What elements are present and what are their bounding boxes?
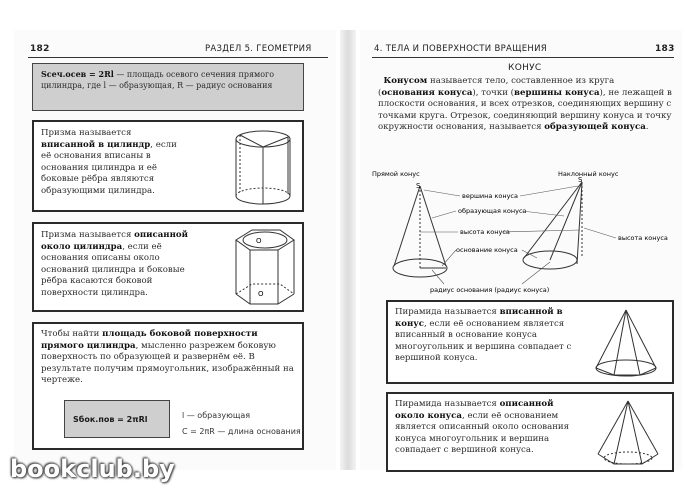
label-height: высота конуса xyxy=(460,228,510,236)
inscribed-pyramid-box xyxy=(386,300,674,384)
label-base: основание конуса xyxy=(456,246,518,254)
label-height-oblique: высота конуса xyxy=(618,234,668,242)
section-title: КОНУС xyxy=(508,63,542,73)
label-apex: вершина конуса xyxy=(462,192,518,200)
inscribed-prism-text: Призма называется вписанной в цилиндр, если её основания вписаны в основания цилиндра и её боковые рёбра являются образующими цилиндра. xyxy=(41,128,177,196)
axial-formula: Sсеч.осев = 2Rl xyxy=(41,69,114,79)
right-page-number: 183 xyxy=(655,44,675,54)
inscribed-pyramid-figure xyxy=(588,306,666,380)
inscribed-pyramid-text: Пирамида называется вписанной в конус, если её основанием является вписанный в основание конуса многоугольник и вершина совпадает с вершиной конуса. xyxy=(395,307,572,364)
svg-text:O: O xyxy=(258,290,264,298)
label-right-cone: Прямой конус xyxy=(372,170,420,178)
book-gutter xyxy=(340,30,356,470)
svg-text:O: O xyxy=(256,237,262,245)
circumscribed-prism-figure xyxy=(228,226,300,310)
circumscribed-pyramid-figure xyxy=(592,398,664,468)
cone-diagram xyxy=(372,168,684,296)
label-radius: радиус основания (радиус конуса) xyxy=(430,286,550,294)
circumscribed-pyramid-text: Пирамида называется описанной около конуса, если её основанием является описанный около основания конуса многоугольник и вершина совпадает с вершиной конуса. xyxy=(395,399,570,456)
legend-generatrix: l — образующая xyxy=(182,411,251,420)
cylinder-prism-figure xyxy=(230,126,296,210)
right-running-head: 4. ТЕЛА И ПОВЕРХНОСТИ ВРАЩЕНИЯ xyxy=(374,44,547,54)
left-header-rule xyxy=(28,57,328,58)
apex-s-right: S xyxy=(416,182,421,190)
left-page-number: 182 xyxy=(30,44,50,54)
label-oblique-cone: Наклонный конус xyxy=(558,170,619,178)
watermark-logo: bookclub.by xyxy=(10,455,175,483)
axial-text: — площадь осевого сечения прямого цилиндра, где l — образующая, R — радиус основания xyxy=(41,70,275,90)
label-generatrix: образующая конуса xyxy=(458,207,527,215)
circumscribed-prism-box xyxy=(32,222,304,312)
circumscribed-pyramid-box xyxy=(386,392,674,472)
apex-s-oblique: S xyxy=(578,176,583,184)
circumscribed-prism-text: Призма называется описанной около цилиндра, если её основания описаны около оснований цилиндра и боковые рёбра касаются боковой поверхности цилиндра. xyxy=(41,230,188,298)
axial-section-box xyxy=(32,63,304,111)
left-running-head: РАЗДЕЛ 5. ГЕОМЕТРИЯ xyxy=(205,44,312,54)
cone-definition: Конусом называется тело, составленное из круга (основания конуса), точки (вершины конуса), не лежащей в плоскости основания, и всех отрезков, соединяющих вершину с точками круга. Отрезок, соединяющий вершину конуса и точку окружности основания, называется образующей конуса. xyxy=(378,76,672,133)
lateral-area-box xyxy=(32,322,304,450)
lateral-area-formula-box: Sбок.пов = 2πRl xyxy=(64,400,170,438)
right-header-rule xyxy=(372,57,674,58)
legend-base-length: C = 2πR — длина основания xyxy=(182,427,301,436)
lateral-area-text: Чтобы найти площадь боковой поверхности прямого цилиндра, мысленно разрежем боковую поверхность по образующей и развернём её. В результате получим прямоугольник, изображённый на чертеже. xyxy=(41,329,294,386)
inscribed-prism-box xyxy=(32,120,304,212)
